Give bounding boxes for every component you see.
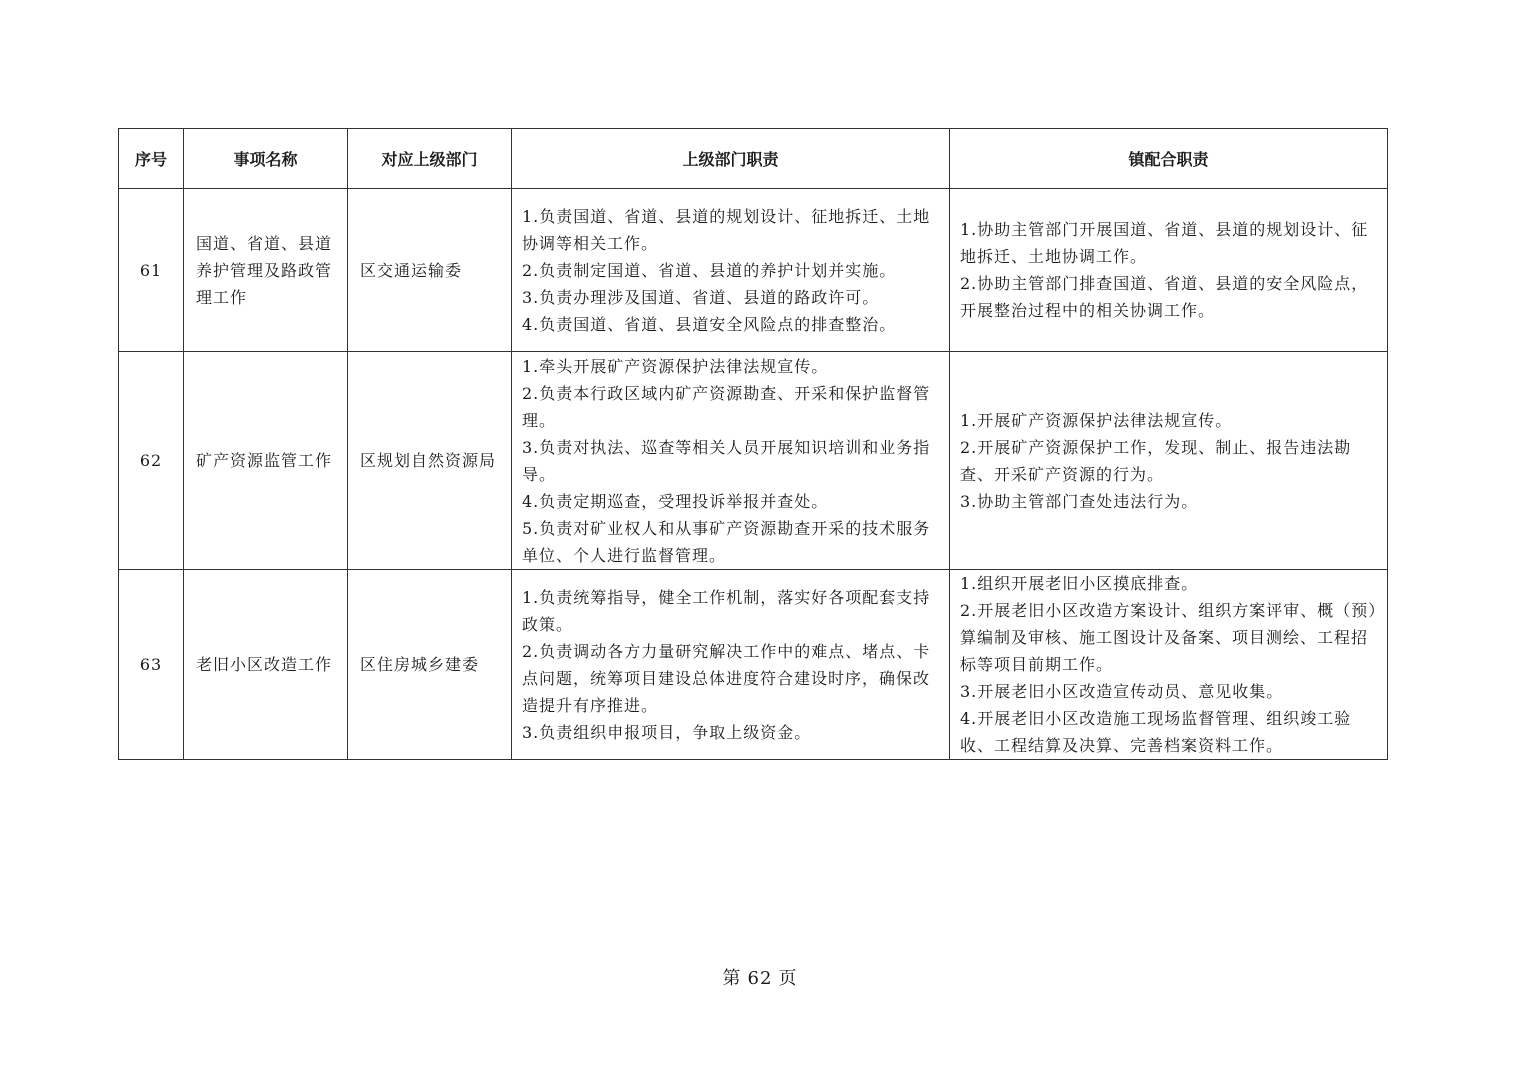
table-row: [119, 189, 1388, 352]
town-duty-line: 2.协助主管部门排查国道、省道、县道的安全风险点，开展整治过程中的相关协调工作。: [960, 274, 1369, 320]
town-duty-line: 2.开展矿产资源保护工作，发现、制止、报告违法勘查、开采矿产资源的行为。: [960, 437, 1352, 484]
table-row: [119, 352, 1388, 570]
duty-line: 5.负责对矿业权人和从事矿产资源勘查开采的技术服务单位、个人进行监督管理。: [522, 518, 931, 565]
row-item-name: 矿产资源监管工作: [184, 352, 348, 570]
row-seq: 62: [119, 352, 184, 570]
row-seq: 61: [119, 189, 184, 352]
header-superior-dept: 对应上级部门: [348, 129, 512, 189]
row-item-name: 国道、省道、县道养护管理及路政管理工作: [184, 189, 348, 352]
duty-line: 1.负责国道、省道、县道的规划设计、征地拆迁、土地协调等相关工作。: [522, 206, 931, 253]
row-superior-dept: 区住房城乡建委: [348, 570, 512, 760]
header-item-name: 事项名称: [184, 129, 348, 189]
town-duty-line: 1.开展矿产资源保护法律法规宣传。: [960, 410, 1233, 430]
town-duty-line: 2.开展老旧小区改造方案设计、组织方案评审、概（预）算编制及审核、施工图设计及备案、项目测绘、工程招标等项目前期工作。: [960, 601, 1378, 674]
header-superior-duties: 上级部门职责: [512, 129, 950, 189]
row-item-name: 老旧小区改造工作: [184, 570, 348, 760]
duty-line: 4.负责国道、省道、县道安全风险点的排查整治。: [522, 314, 897, 334]
page-suffix: 页: [778, 968, 798, 989]
header-row: [119, 129, 1388, 189]
duty-line: 1.负责统筹指导，健全工作机制，落实好各项配套支持政策。: [522, 587, 931, 634]
row-superior-duties: [512, 189, 950, 352]
duty-line: 4.负责定期巡查，受理投诉举报并查处。: [522, 491, 829, 511]
row-superior-duties: [512, 570, 950, 760]
page-number: 62: [747, 968, 773, 989]
row-town-duties: [950, 189, 1388, 352]
town-duty-line: 4.开展老旧小区改造施工现场监督管理、组织竣工验收、工程结算及决算、完善档案资料工作。: [960, 709, 1352, 755]
row-superior-duties: [512, 352, 950, 570]
duty-line: 3.负责组织申报项目，争取上级资金。: [522, 722, 812, 742]
table-row: [119, 570, 1388, 760]
duty-line: 2.负责本行政区域内矿产资源勘查、开采和保护监督管理。: [522, 383, 931, 430]
header-town-duties: 镇配合职责: [950, 129, 1388, 189]
duty-line: 2.负责调动各方力量研究解决工作中的难点、堵点、卡点问题，统筹项目建设总体进度符合建设时序，确保改造提升有序推进。: [522, 641, 931, 715]
duty-line: 2.负责制定国道、省道、县道的养护计划并实施。: [522, 260, 897, 280]
duty-line: 3.负责办理涉及国道、省道、县道的路政许可。: [522, 287, 880, 307]
row-seq: 63: [119, 570, 184, 760]
row-town-duties: [950, 352, 1388, 570]
row-superior-dept: 区交通运输委: [348, 189, 512, 352]
duty-line: 3.负责对执法、巡查等相关人员开展知识培训和业务指导。: [522, 437, 931, 484]
town-duty-line: 3.开展老旧小区改造宣传动员、意见收集。: [960, 682, 1284, 701]
town-duty-line: 1.组织开展老旧小区摸底排查。: [960, 574, 1199, 593]
duties-table: [118, 128, 1388, 760]
row-town-duties: [950, 570, 1388, 760]
town-duty-line: 3.协助主管部门查处违法行为。: [960, 491, 1199, 511]
town-duty-line: 1.协助主管部门开展国道、省道、县道的规划设计、征地拆迁、土地协调工作。: [960, 220, 1369, 266]
duty-line: 1.牵头开展矿产资源保护法律法规宣传。: [522, 356, 829, 376]
row-superior-dept: 区规划自然资源局: [348, 352, 512, 570]
page-footer: [0, 964, 1520, 990]
header-seq: 序号: [119, 129, 184, 189]
page-prefix: 第: [722, 968, 742, 989]
